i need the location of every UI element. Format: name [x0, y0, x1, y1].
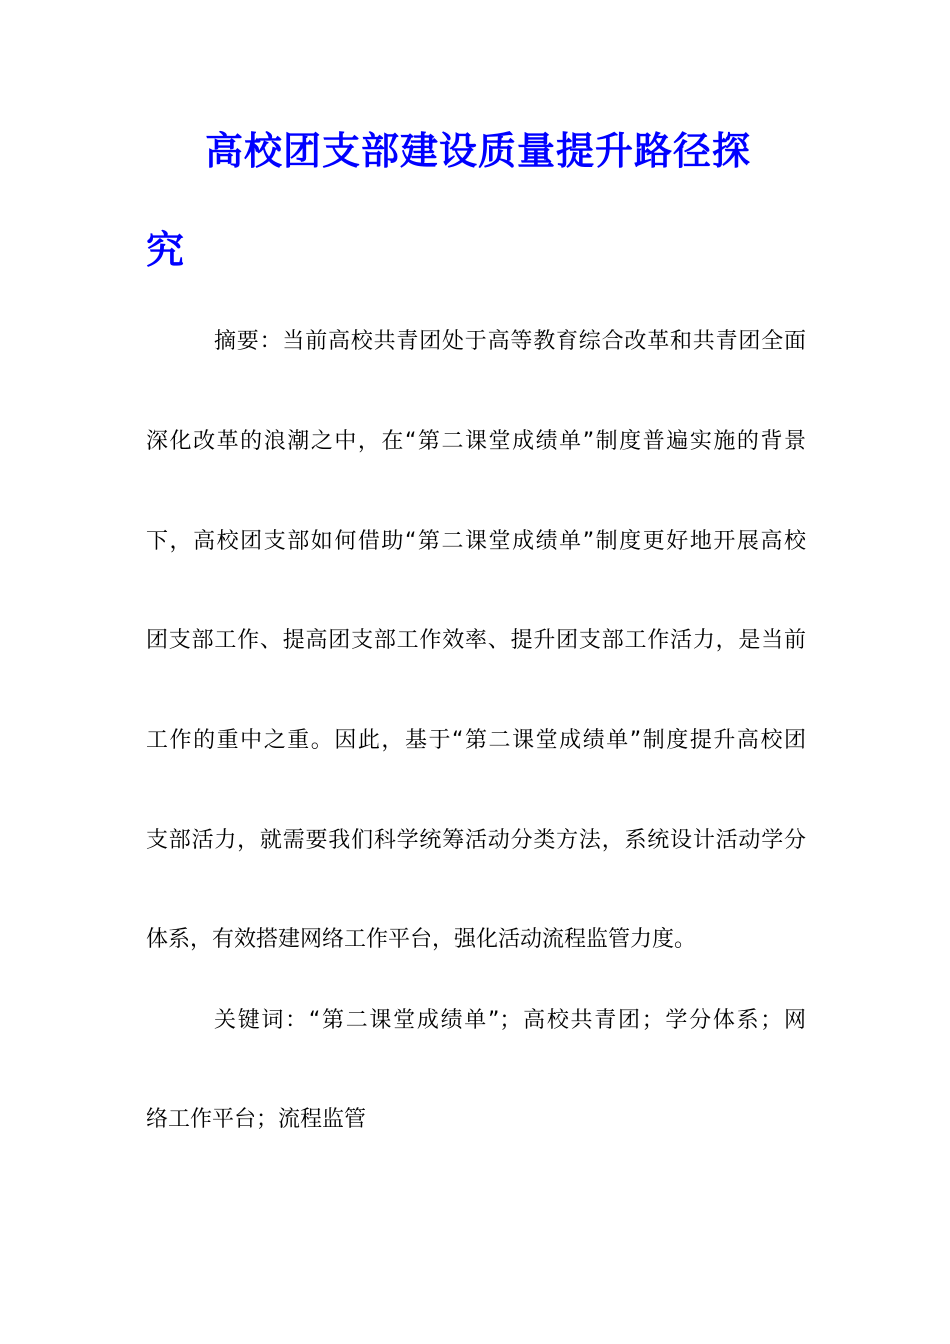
abstract-line: 摘要：当前高校共青团处于高等教育综合改革和共青团全面	[214, 329, 806, 354]
abstract-line: 体系，有效搭建网络工作平台，强化活动流程监管力度。	[146, 927, 697, 952]
abstract-line: 团支部工作、提高团支部工作效率、提升团支部工作活力，是当前	[146, 628, 806, 653]
abstract-line: 下，高校团支部如何借助“第二课堂成绩单”制度更好地开展高校	[146, 529, 806, 554]
abstract-line: 工作的重中之重。因此，基于“第二课堂成绩单”制度提升高校团	[146, 728, 806, 753]
document-title-line-1: 高校团支部建设质量提升路径探	[205, 128, 752, 173]
document-title-line-2: 究	[146, 227, 186, 272]
keywords-line: 络工作平台；流程监管	[146, 1107, 367, 1132]
abstract-line: 支部活力，就需要我们科学统筹活动分类方法，系统设计活动学分	[146, 828, 806, 853]
keywords-line: 关键词：“第二课堂成绩单”；高校共青团；学分体系；网	[214, 1008, 806, 1033]
abstract-line: 深化改革的浪潮之中，在“第二课堂成绩单”制度普遍实施的背景	[146, 429, 806, 454]
